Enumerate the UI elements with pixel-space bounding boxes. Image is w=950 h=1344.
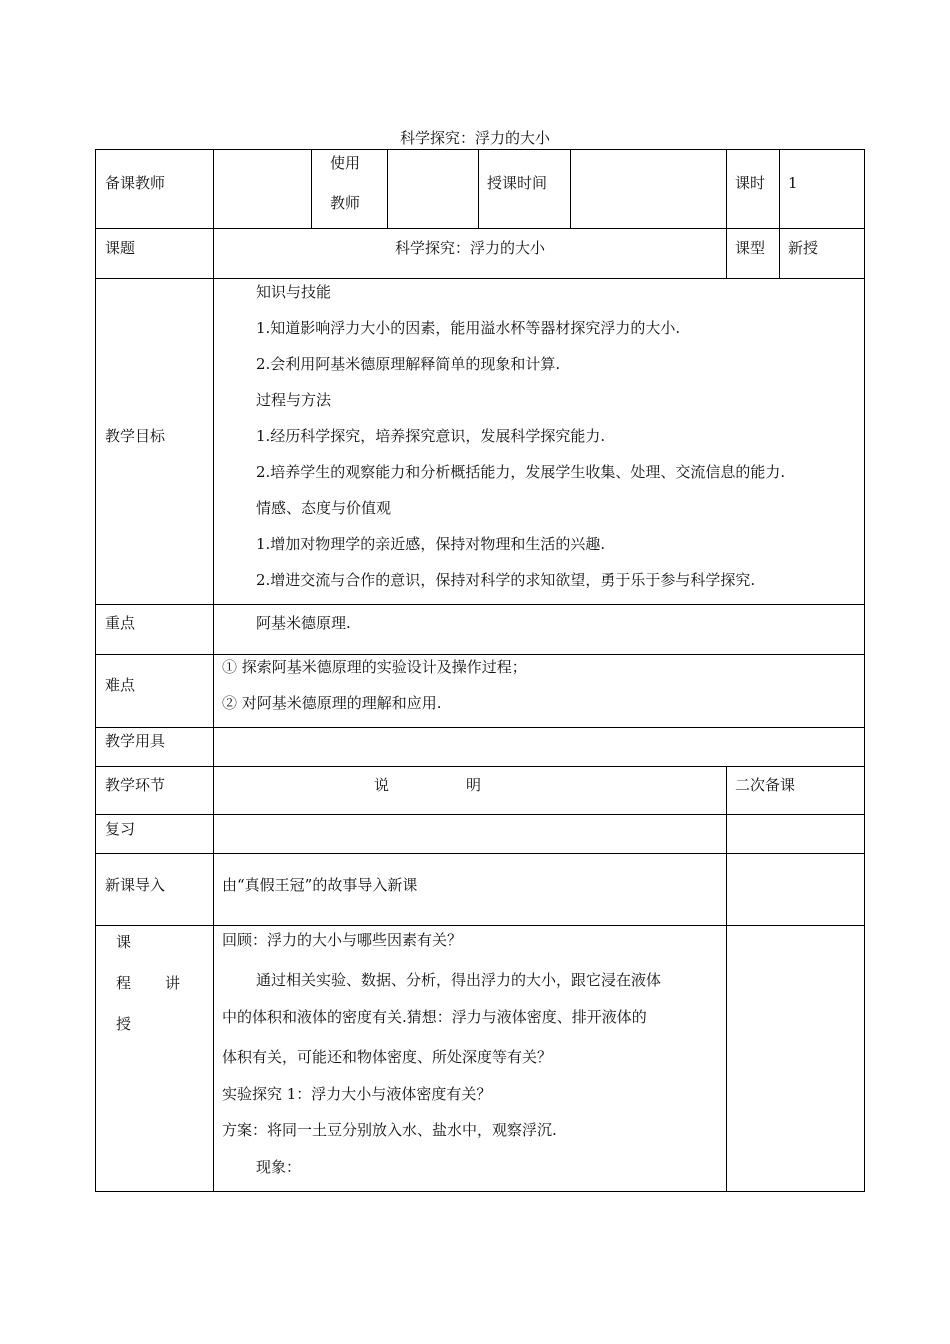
document-title: 科学探究：浮力的大小 <box>399 129 550 147</box>
lecture-line: 方案：将同一土豆分别放入水、盐水中，观察浮沉. <box>222 1121 557 1139</box>
user-teacher-label-line1: 使用 <box>330 154 361 172</box>
difficulty-line: ① 探索阿基米德原理的实验设计及操作过程； <box>222 658 527 676</box>
topic-value: 科学探究：浮力的大小 <box>394 239 545 257</box>
row-divider <box>95 814 865 815</box>
row-divider <box>95 727 865 728</box>
prep-teacher-label: 备课教师 <box>105 174 166 192</box>
lecture-line: 中的体积和液体的密度有关.猜想：浮力与液体密度、排开液体的 <box>222 1008 647 1026</box>
column-divider <box>213 149 214 1192</box>
row-divider <box>95 228 865 229</box>
table-border-right <box>864 149 865 1192</box>
objectives-label: 教学目标 <box>105 427 166 445</box>
difficulty-label: 难点 <box>105 676 136 694</box>
period-value: 1 <box>788 174 798 192</box>
teach-time-label: 授课时间 <box>487 174 548 192</box>
lecture-line: 通过相关实验、数据、分析，得出浮力的大小，跟它浸在液体 <box>256 971 662 989</box>
column-divider <box>726 149 727 278</box>
intro-label: 新课导入 <box>105 876 166 894</box>
table-border-left <box>95 149 96 1192</box>
column-divider <box>570 149 571 228</box>
table-border-bottom <box>95 1191 865 1192</box>
row-divider <box>95 654 865 655</box>
lecture-line: 回顾：浮力的大小与哪些因素有关？ <box>222 931 463 949</box>
difficulty-line: ② 对阿基米德原理的理解和应用. <box>222 694 442 712</box>
column-divider <box>387 149 388 228</box>
review-label: 复习 <box>105 820 136 838</box>
column-divider <box>311 149 312 228</box>
column-divider <box>779 149 780 278</box>
row-divider <box>95 604 865 605</box>
topic-label: 课题 <box>105 239 136 257</box>
lecture-label-char: 讲 <box>165 974 181 992</box>
lecture-label-char: 课 <box>116 933 132 951</box>
tools-label: 教学用具 <box>105 732 166 750</box>
lecture-line: 体积有关，可能还和物体密度、所处深度等有关？ <box>222 1048 553 1066</box>
lesson-plan-table <box>95 149 865 1192</box>
lesson-type-label: 课型 <box>735 239 766 257</box>
row-divider <box>95 853 865 854</box>
lecture-line: 实验探究 1：浮力大小与液体密度有关？ <box>222 1085 492 1103</box>
row-divider <box>95 278 865 279</box>
objective-line: 知识与技能 <box>256 283 332 301</box>
key-point-value: 阿基米德原理. <box>256 614 351 632</box>
user-teacher-label-line2: 教师 <box>330 194 361 212</box>
row-divider <box>95 766 865 767</box>
row-divider <box>95 925 865 926</box>
objective-line: 1.经历科学探究，培养探究意识，发展科学探究能力. <box>256 427 606 445</box>
objective-line: 情感、态度与价值观 <box>256 499 392 517</box>
objective-line: 2.会利用阿基米德原理解释简单的现象和计算. <box>256 355 561 373</box>
description-header-part1: 说 <box>374 776 390 794</box>
objective-line: 1.增加对物理学的亲近感，保持对物理和生活的兴趣. <box>256 535 606 553</box>
second-prep-header: 二次备课 <box>735 776 796 794</box>
lesson-type-value: 新授 <box>788 239 819 257</box>
lecture-line: 现象： <box>256 1158 302 1176</box>
period-label: 课时 <box>735 174 766 192</box>
objective-line: 1.知道影响浮力大小的因素，能用溢水杯等器材探究浮力的大小. <box>256 319 681 337</box>
key-point-label: 重点 <box>105 614 136 632</box>
lecture-label-char: 程 <box>116 974 132 992</box>
stage-header: 教学环节 <box>105 776 166 794</box>
column-divider <box>478 149 479 228</box>
lecture-label-char: 授 <box>116 1015 132 1033</box>
objective-line: 2.增进交流与合作的意识，保持对科学的求知欲望，勇于乐于参与科学探究. <box>256 571 756 589</box>
intro-value: 由“真假王冠”的故事导入新课 <box>222 876 418 894</box>
objective-line: 2.培养学生的观察能力和分析概括能力，发展学生收集、处理、交流信息的能力. <box>256 463 786 481</box>
objective-line: 过程与方法 <box>256 391 332 409</box>
description-header-part2: 明 <box>466 776 482 794</box>
table-border-top <box>95 149 865 150</box>
column-divider <box>726 766 727 1192</box>
